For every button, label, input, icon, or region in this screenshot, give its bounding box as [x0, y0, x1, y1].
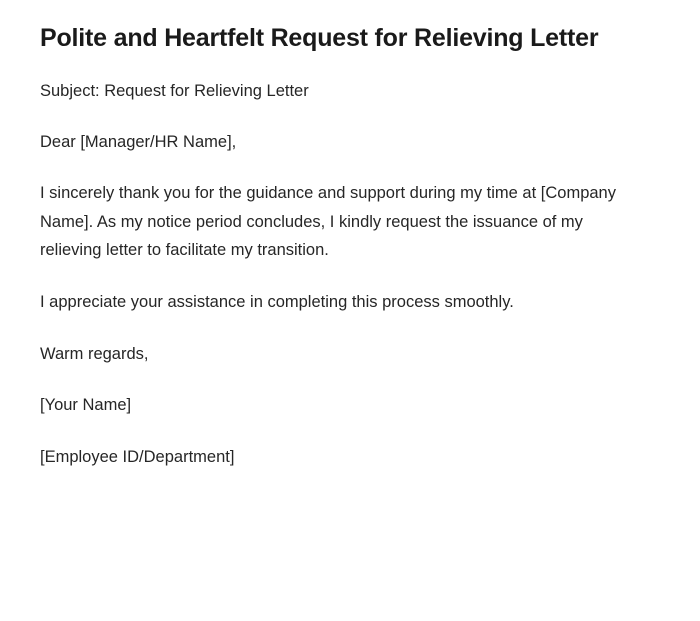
- paragraph-body-1: I sincerely thank you for the guidance and support during my time at [Company Name]. As my notice period concludes, I kindly request the issuance of my relieving letter to facilitate my transition.: [40, 184, 616, 259]
- paragraph-subject: Subject: Request for Relieving Letter: [40, 81, 309, 100]
- paragraph-body-2: I appreciate your assistance in completing this process smoothly.: [40, 293, 514, 312]
- paragraph-closing: Warm regards,: [40, 344, 149, 363]
- paragraph-signature-detail: [Employee ID/Department]: [40, 447, 235, 466]
- page-title: Polite and Heartfelt Request for Relieving Letter: [40, 24, 599, 52]
- paragraph-salutation: Dear [Manager/HR Name],: [40, 132, 237, 151]
- paragraph-signature-name: [Your Name]: [40, 396, 132, 415]
